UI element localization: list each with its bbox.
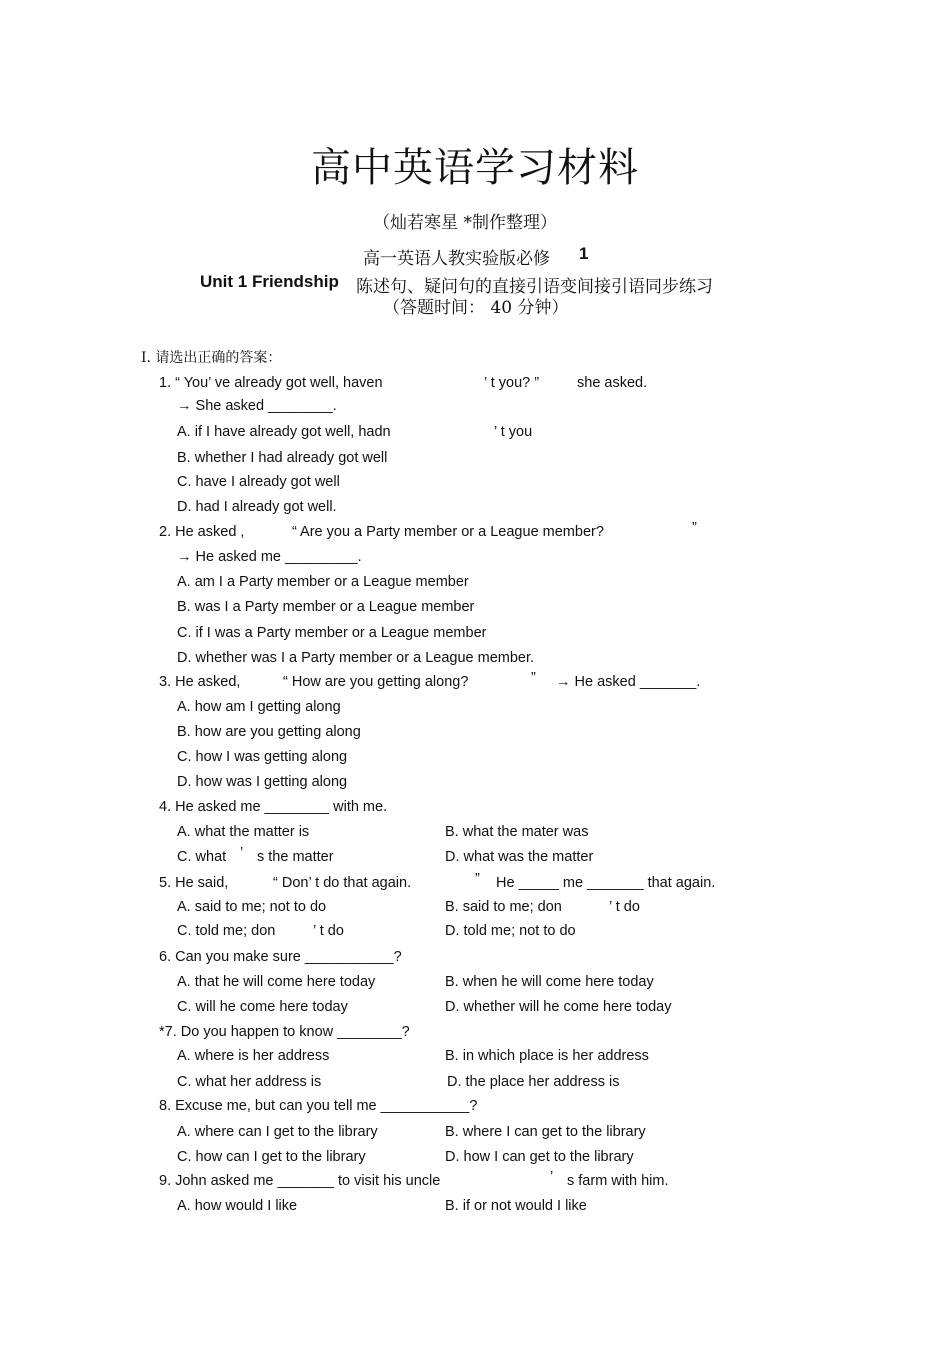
q5-option-c: C. told me; don (177, 923, 276, 939)
q5-stem-3: ” (475, 871, 480, 887)
q4-option-c: C. what (177, 849, 227, 865)
q3-stem-3: ” (531, 670, 536, 686)
q2-option-b: B. was I a Party member or a League member (177, 599, 475, 615)
q1-transform: → She asked ________. (177, 398, 337, 414)
q2-stem-3: ” (692, 520, 697, 536)
q3-stem: 3. He asked, (159, 674, 241, 690)
q9-option-a: A. how would I like (177, 1198, 298, 1214)
q7-stem: *7. Do you happen to know ________? (159, 1024, 410, 1040)
q4-option-b: B. what the mater was (445, 824, 589, 840)
q1-option-b: B. whether I had already got well (177, 450, 388, 466)
q9-option-b: B. if or not would I like (445, 1198, 587, 1214)
q7-option-a: A. where is her address (177, 1048, 330, 1064)
q2-option-d: D. whether was I a Party member or a League member. (177, 650, 535, 666)
q5-option-b-2: ’ t do (609, 899, 640, 915)
q5-stem-2: “ Don’ t do that again. (273, 875, 412, 891)
q8-option-b: B. where I can get to the library (445, 1124, 646, 1140)
q3-option-a: A. how am I getting along (177, 699, 341, 715)
q6-option-b: B. when he will come here today (445, 974, 654, 990)
q3-option-b: B. how are you getting along (177, 724, 361, 740)
q8-option-d: D. how I can get to the library (445, 1149, 634, 1165)
q4-stem: 4. He asked me ________ with me. (159, 799, 388, 815)
q7-option-c: C. what her address is (177, 1074, 322, 1090)
q1-stem-2: ’ t you? ” (484, 375, 540, 391)
q9-stem: 9. John asked me _______ to visit his uncle (159, 1173, 441, 1189)
q3-stem-2: “ How are you getting along? (283, 674, 469, 690)
q2-stem: 2. He asked , (159, 524, 245, 540)
course-line: 高一英语人教实验版必修 (363, 249, 550, 269)
q2-option-c: C. if I was a Party member or a League member (177, 625, 487, 641)
q6-option-d: D. whether will he come here today (445, 999, 672, 1015)
q5-option-b: B. said to me; don (445, 899, 562, 915)
q8-option-c: C. how can I get to the library (177, 1149, 366, 1165)
unit-subtitle: 陈述句、疑问句的直接引语变间接引语同步练习 (356, 277, 713, 297)
q7-option-d: D. the place her address is (447, 1074, 620, 1090)
q3-option-c: C. how I was getting along (177, 749, 348, 765)
section-heading: I. 请选出正确的答案： (141, 350, 282, 366)
q1-option-c: C. have I already got well (177, 474, 340, 490)
q2-transform: → He asked me _________. (177, 549, 362, 565)
q4-option-c-2: ’ (240, 845, 244, 861)
q5-option-a: A. said to me; not to do (177, 899, 327, 915)
unit-title: Unit 1 Friendship (200, 272, 339, 291)
credit-line: （灿若寒星 *制作整理） (373, 213, 557, 233)
q8-option-a: A. where can I get to the library (177, 1124, 378, 1140)
q5-stem-4: He _____ me _______ that again. (496, 875, 716, 891)
q5-option-d: D. told me; not to do (445, 923, 576, 939)
q6-option-c: C. will he come here today (177, 999, 348, 1015)
q1-option-d: D. had I already got well. (177, 499, 337, 515)
q3-option-d: D. how was I getting along (177, 774, 348, 790)
q9-stem-3: s farm with him. (567, 1173, 669, 1189)
q3-transform: → He asked _______. (556, 674, 701, 690)
q2-stem-2: “ Are you a Party member or a League member? (292, 524, 604, 540)
q4-option-a: A. what the matter is (177, 824, 310, 840)
q1-stem-3: she asked. (577, 375, 648, 391)
q1-option-a-2: ’ t you (494, 424, 533, 440)
q7-option-b: B. in which place is her address (445, 1048, 649, 1064)
q1-stem: 1. “ You’ ve already got well, haven (159, 375, 383, 391)
q6-stem: 6. Can you make sure ___________? (159, 949, 402, 965)
q4-option-c-3: s the matter (257, 849, 334, 865)
q1-option-a: A. if I have already got well, hadn (177, 424, 391, 440)
q5-stem: 5. He said, (159, 875, 229, 891)
q2-option-a: A. am I a Party member or a League member (177, 574, 469, 590)
q9-stem-2: ’ (550, 1169, 554, 1185)
q4-option-d: D. what was the matter (445, 849, 594, 865)
course-number: 1 (579, 244, 589, 263)
q5-option-c-2: ’ t do (313, 923, 344, 939)
page-title: 高中英语学习材料 (311, 145, 639, 191)
time-line: （答题时间： 40 分钟） (383, 298, 569, 318)
q6-option-a: A. that he will come here today (177, 974, 376, 990)
q8-stem: 8. Excuse me, but can you tell me ___________? (159, 1098, 478, 1114)
